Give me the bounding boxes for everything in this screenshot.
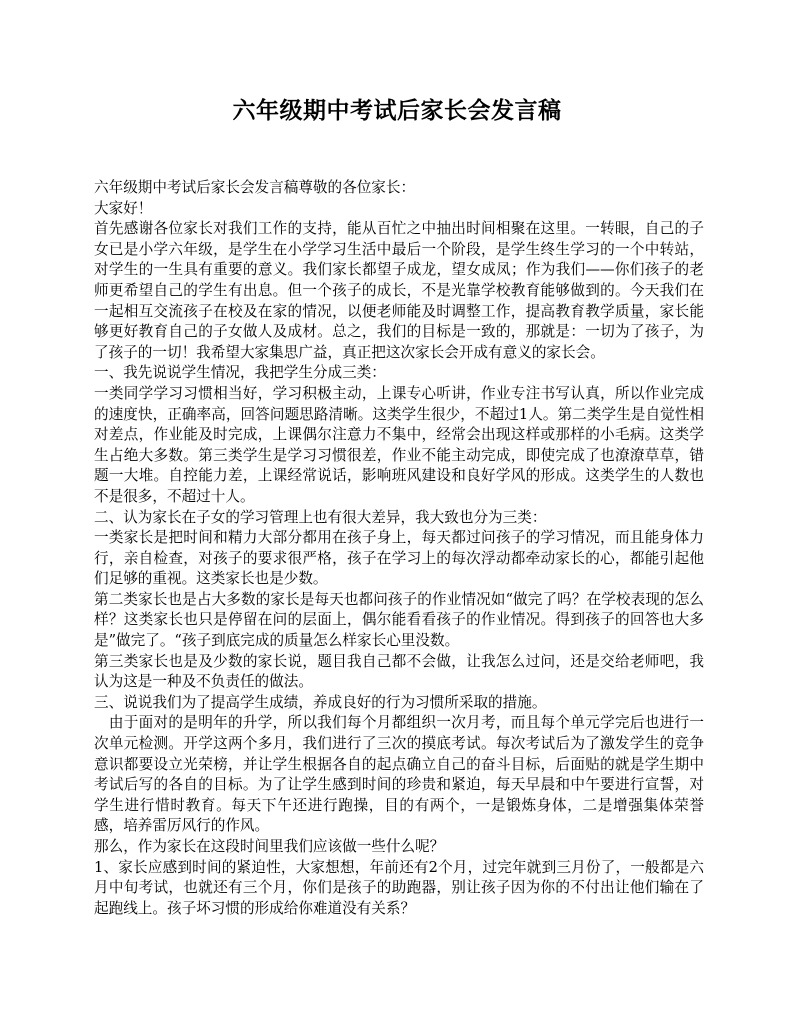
paragraph: 一、我先说说学生情况，我把学生分成三类： — [94, 364, 386, 382]
paragraph: 由于面对的是明年的升学，所以我们每个月都组织一次月考，而且每个单元学完后也进行一次单元检测。开学这两个多月，我们进行了三次的摸底考试。每次考试后为了激发学生的竞争意识都要设立光荣榜，并让学生根据各自的起点确立自己的奋斗目标，后面贴的就是学生期中考试后写的各自的目标。为了让学生感到时间的珍贵和紧迫，每天早晨和中午要进行宣誓，对学生进行惜时教育。每天下午还进行跑操，目的有两个，一是锻炼身体，二是增强集体荣誉感，培养雷厉风行的作风。 — [94, 714, 704, 835]
paragraph: 二、认为家长在子女的学习管理上也有很大差异，我大致也分为三类： — [94, 508, 547, 526]
paragraph: 大家好！ — [94, 199, 153, 217]
paragraph: 首先感谢各位家长对我们工作的支持，能从百忙之中抽出时间相聚在这里。一转眼，自己的子女已是小学六年级，是学生在小学学习生活中最后一个阶段，是学生终生学习的一个中转站，对学生的一生具有重要的意义。我们家长都望子成龙，望女成凤；作为我们——你们孩子的老师更希望自己的学生有出息。但一个孩子的成长，不是光靠学校教育能够做到的。今天我们在一起相互交流孩子在校及在家的情况，以便老师能及时调整工作，提高教育教学质量，家长能够更好教育自己的子女做人及成材。总之，我们的目标是一致的，那就是：一切为了孩子，为了孩子的一切！我希望大家集思广益，真正把这次家长会开成有意义的家长会。 — [94, 220, 704, 361]
paragraph: 一类同学学习习惯相当好，学习积极主动，上课专心听讲，作业专注书写认真，所以作业完成的速度快，正确率高，回答问题思路清晰。这类学生很少，不超过1人。第二类学生是自觉性相对差点，作业能及时完成，上课偶尔注意力不集中，经常会出现这样或那样的小毛病。这类学生占绝大多数。第三类学生是学习习惯很差，作业不能主动完成，即使完成了也潦潦草草，错题一大堆。自控能力差，上课经常说话，影响班风建设和良好学风的形成。这类学生的人数也不是很多，不超过十人。 — [94, 384, 704, 505]
paragraph: 1、家长应感到时间的紧迫性，大家想想，年前还有2个月，过完年就到三月份了，一般都是六月中旬考试，也就还有三个月，你们是孩子的助跑器，别让孩子因为你的不付出让他们输在了起跑线上。孩子坏习惯的形成给你难道没有关系？ — [94, 858, 704, 917]
paragraph: 一类家长是把时间和精力大部分都用在孩子身上，每天都过问孩子的学习情况，而且能身体力行，亲自检查，对孩子的要求很严格，孩子在学习上的每次浮动都牵动家长的心，都能引起他们足够的重视。这类家长也是少数。 — [94, 529, 704, 588]
paragraph: 六年级期中考试后家长会发言稿尊敬的各位家长： — [94, 179, 416, 196]
paragraph: 三、说说我们为了提高学生成绩，养成良好的行为习惯所采取的措施。 — [94, 693, 547, 711]
document-title: 六年级期中考试后家长会发言稿 — [232, 97, 562, 124]
paragraph: 第二类家长也是占大多数的家长是每天也都问孩子的作业情况如“做完了吗？在学校表现的怎么样？这类家长也只是停留在问的层面上，偶尔能看看孩子的作业情况。得到孩子的回答也大多是”做完了。“孩子到底完成的质量怎么样家长心里没数。 — [94, 590, 704, 650]
paragraph: 第三类家长也是及少数的家长说，题目我自己都不会做，让我怎么过问，还是交给老师吧，我认为这是一种及不负责任的做法。 — [94, 652, 704, 691]
document-body — [94, 178, 704, 919]
paragraph: 那么，作为家长在这段时间里我们应该做一些什么呢？ — [94, 838, 445, 855]
